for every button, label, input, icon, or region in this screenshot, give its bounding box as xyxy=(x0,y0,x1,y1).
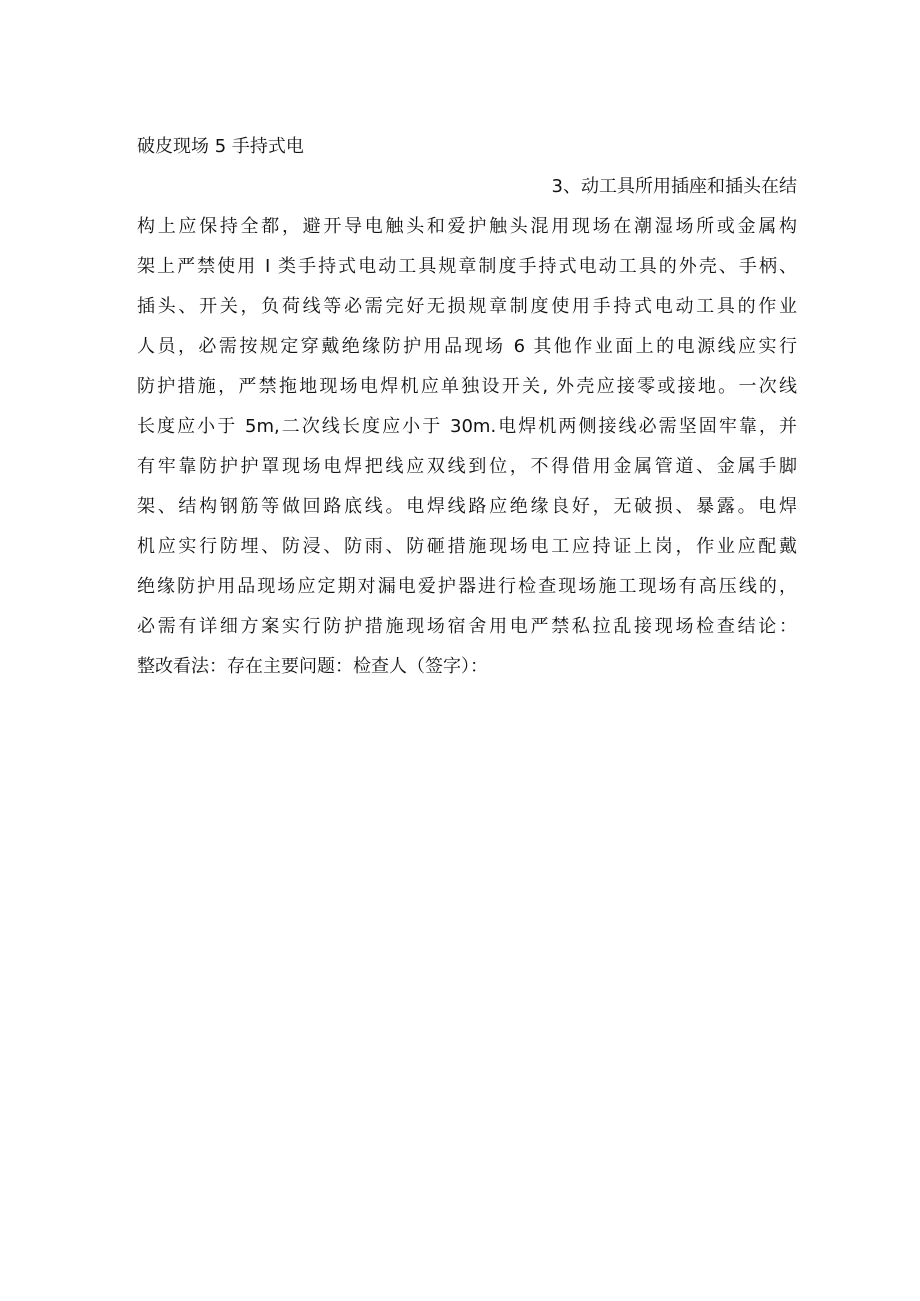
text-line-6: 人员，必需按规定穿戴绝缘防护用品现场 6 其他作业面上的电源线应实行 xyxy=(137,336,797,357)
text-line-14: 整改看法：存在主要问题：检查人（签字）： xyxy=(137,656,488,677)
text-line-12: 绝缘防护用品现场应定期对漏电爱护器进行检查现场施工现场有高压线的， xyxy=(137,576,797,597)
text-line-9: 有牢靠防护护罩现场电焊把线应双线到位，不得借用金属管道、金属手脚 xyxy=(137,456,797,477)
text-line-1: 破皮现场 5 手持式电 xyxy=(137,136,304,157)
text-line-5: 插头、开关，负荷线等必需完好无损规章制度使用手持式电动工具的作业 xyxy=(137,296,797,317)
text-line-10: 架、结构钢筋等做回路底线。电焊线路应绝缘良好，无破损、暴露。电焊 xyxy=(137,496,797,517)
text-line-4: 架上严禁使用 I 类手持式电动工具规章制度手持式电动工具的外壳、手柄、 xyxy=(137,256,797,277)
text-line-13: 必需有详细方案实行防护措施现场宿舍用电严禁私拉乱接现场检查结论： xyxy=(137,616,797,637)
text-line-11: 机应实行防埋、防浸、防雨、防砸措施现场电工应持证上岗，作业应配戴 xyxy=(137,536,797,557)
text-line-8: 长度应小于 5m,二次线长度应小于 30m.电焊机两侧接线必需坚固牢靠，并 xyxy=(137,416,797,437)
text-line-7: 防护措施，严禁拖地现场电焊机应单独设开关, 外壳应接零或接地。一次线 xyxy=(137,376,797,397)
body-text xyxy=(137,127,797,687)
text-line-3: 构上应保持全都，避开导电触头和爱护触头混用现场在潮湿场所或金属构 xyxy=(137,216,797,237)
text-line-2: 3、动工具所用插座和插头在结 xyxy=(551,176,797,197)
